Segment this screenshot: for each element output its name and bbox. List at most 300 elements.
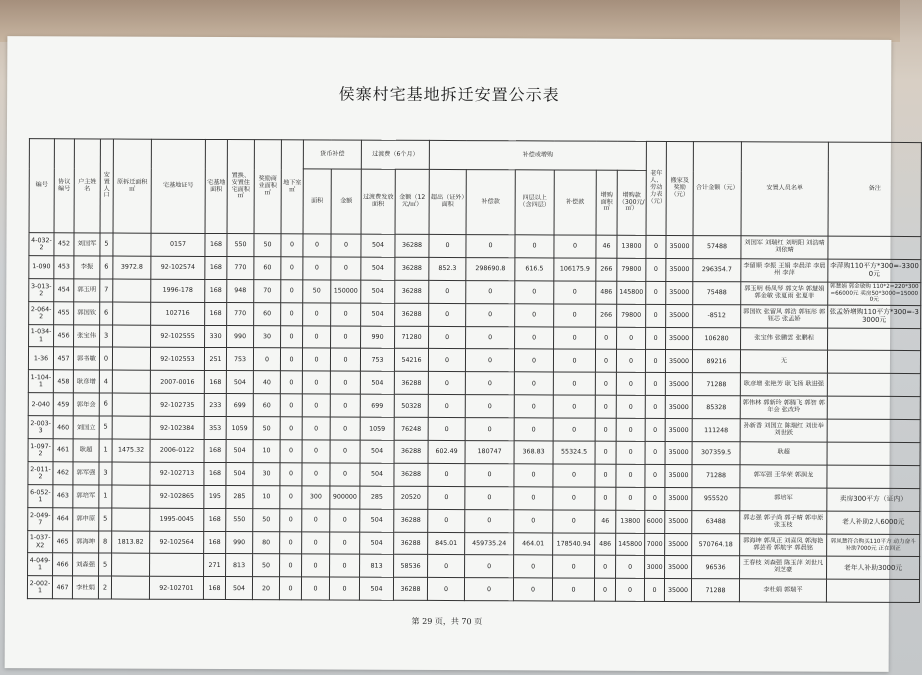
cell-owner: 李振: [74, 256, 100, 279]
cell-agr: 452: [54, 233, 74, 256]
cell-total: 71288: [692, 373, 740, 396]
cell-base: 0: [280, 531, 302, 554]
cell-add-pay: 0: [616, 418, 645, 441]
cell-c-area: 0: [301, 577, 329, 600]
cell-names: 郭志强 郭子尚 郭子晴 郭申原 张玉枝: [740, 510, 827, 533]
cell-c-amt: 0: [330, 440, 360, 463]
cell-cert: 102716: [151, 302, 205, 325]
cell-agr: 464: [53, 507, 73, 530]
cell-orig: 1475.32: [112, 439, 150, 462]
cell-c-amt: 0: [329, 577, 359, 600]
cell-c-area: 0: [302, 440, 330, 463]
cell-persons: 5: [99, 416, 112, 439]
cell-move: 35000: [665, 373, 692, 396]
cell-base: 0: [281, 302, 303, 325]
cell-total: 71288: [692, 464, 740, 487]
cell-names: 张宝伟 张鹏雲 张鹏程: [741, 327, 828, 350]
cell-c-amt: 150000: [331, 280, 361, 303]
cell-base: 0: [281, 325, 303, 348]
cell-t-area: 504: [361, 303, 395, 326]
cell-rew: 40: [253, 371, 280, 394]
cell-c-area: 0: [303, 234, 331, 257]
cell-add-area: 486: [595, 533, 616, 556]
cell-base: 0: [281, 234, 303, 257]
cell-move: 35000: [665, 510, 692, 533]
col-header: 增购款（300元/㎡）: [617, 170, 646, 235]
cell-remark: [827, 396, 920, 419]
col-header: 搬家及奖励（元）: [666, 141, 693, 235]
cell-res: 504: [226, 440, 253, 463]
cell-t-area: 504: [361, 234, 395, 257]
cell-rew: 0: [253, 348, 280, 371]
cell-ov-area: 0: [428, 418, 465, 441]
cell-agr: 455: [54, 301, 74, 324]
cell-add-pay: 79800: [617, 258, 646, 281]
cell-f4-area: 0: [514, 509, 553, 532]
cell-t-amt: 36288: [394, 372, 428, 395]
cell-rew: 10: [253, 485, 280, 508]
cell-f4-area: 0: [515, 281, 554, 304]
cell-res: 699: [226, 394, 253, 417]
cell-names: 郭伟林 郭新玲 郭腾飞 郭智 郭年会 张改玲: [740, 396, 827, 419]
cell-c-area: 300: [302, 486, 330, 509]
cell-names: 孙新香 刘国立 陈瑞红 刘世举 刘世跃: [740, 419, 827, 442]
cell-t-area: 813: [360, 555, 394, 578]
cell-cert: 92-102701: [149, 577, 203, 600]
cell-old: 6000: [645, 510, 665, 533]
group-header: 货币补偿: [303, 140, 361, 169]
cell-res: 948: [227, 279, 254, 302]
cell-add-pay: 145800: [616, 533, 645, 556]
cell-owner: 刘国军: [74, 233, 100, 256]
cell-names: 郭国钦 张留风 郭浩 郭钰彤 郭钰芯 张孟娇: [741, 304, 828, 327]
cell-agr: 463: [53, 485, 73, 508]
cell-orig: [112, 370, 150, 393]
cell-f4-area: 0: [515, 303, 554, 326]
cell-cert: 92-102574: [151, 256, 205, 279]
cell-total: 96536: [692, 556, 740, 579]
cell-f4-comp: 0: [553, 349, 595, 372]
cell-f4-comp: 0: [553, 372, 595, 395]
cell-owner: 张宝伟: [74, 324, 100, 347]
cell-f4-area: 0: [514, 372, 553, 395]
cell-c-area: 0: [302, 394, 330, 417]
cell-c-area: 0: [302, 348, 330, 371]
cell-ov-area: 0: [428, 349, 465, 372]
cell-t-amt: 36288: [395, 303, 429, 326]
cell-t-amt: 76248: [394, 417, 428, 440]
cell-add-area: 0: [595, 395, 616, 418]
cell-res: 770: [227, 256, 254, 279]
cell-add-area: 486: [596, 281, 617, 304]
cell-hs: 168: [205, 256, 227, 279]
cell-res: 990: [226, 531, 253, 554]
cell-move: 35000: [665, 464, 692, 487]
cell-move: 35000: [666, 281, 693, 304]
cell-t-amt: 36288: [394, 440, 428, 463]
cell-agr: 461: [53, 439, 73, 462]
cell-add-area: 266: [596, 258, 617, 281]
cell-add-area: 0: [595, 464, 616, 487]
cell-agr: 457: [53, 347, 73, 370]
cell-f4-comp: 0: [554, 235, 596, 258]
cell-ov-comp: 0: [466, 280, 515, 303]
cell-move: 35000: [666, 258, 693, 281]
cell-rew: 10: [253, 440, 280, 463]
col-header: 补偿款: [466, 170, 515, 235]
cell-c-amt: 0: [330, 417, 360, 440]
cell-old: 0: [645, 350, 665, 373]
cell-add-area: 0: [595, 418, 616, 441]
cell-t-amt: 54216: [394, 349, 428, 372]
cell-persons: 6: [100, 302, 113, 325]
cell-names: 郭玉明 杨凤琴 郭文华 郭慧娟 郭金敏 张夏雨 张夏菲: [741, 282, 828, 305]
cell-hs: 271: [204, 554, 226, 577]
cell-add-pay: 0: [616, 464, 645, 487]
cell-orig: [113, 325, 151, 348]
cell-t-amt: 36288: [395, 280, 429, 303]
cell-ov-area: 0: [429, 303, 466, 326]
cell-t-area: 504: [359, 577, 393, 600]
cell-rew: 30: [253, 463, 280, 486]
cell-old: 0: [645, 487, 665, 510]
cell-old: 0: [646, 304, 666, 327]
cell-c-amt: 0: [330, 348, 360, 371]
cell-move: 35000: [665, 350, 692, 373]
cell-old: 0: [645, 464, 665, 487]
cell-t-amt: 20520: [394, 486, 428, 509]
cell-t-area: 504: [360, 509, 394, 532]
cell-res: 753: [226, 348, 253, 371]
cell-ov-comp: 0: [465, 463, 514, 486]
cell-names: 王春枝 刘森强 陈玉萍 刘世凡 刘芝豪: [740, 556, 827, 579]
cell-names: 耿超: [740, 442, 827, 465]
cell-remark: [827, 442, 920, 465]
cell-rew: 50: [253, 508, 280, 531]
cell-persons: 4: [99, 370, 112, 393]
cell-remark: [828, 236, 921, 259]
cell-hs: 330: [205, 325, 227, 348]
cell-c-area: 0: [303, 257, 331, 280]
cell-f4-area: 0: [515, 235, 554, 258]
cell-base: 0: [279, 577, 301, 600]
cell-f4-comp: 0: [553, 510, 595, 533]
cell-owner: 郭国钦: [74, 302, 100, 325]
cell-orig: [112, 416, 150, 439]
cell-f4-area: 0: [514, 464, 553, 487]
cell-base: 0: [281, 257, 303, 280]
cell-ov-comp: 0: [465, 349, 514, 372]
cell-t-area: 504: [361, 280, 395, 303]
cell-c-amt: 0: [330, 394, 360, 417]
cell-move: 35000: [665, 487, 692, 510]
cell-old: 0: [645, 441, 665, 464]
cell-persons: 1: [99, 485, 112, 508]
cell-add-pay: 0: [616, 350, 645, 373]
cell-no: 1-037-X2: [28, 530, 53, 553]
col-header: 编号: [29, 139, 54, 233]
cell-c-area: 0: [302, 371, 330, 394]
cell-c-area: 0: [303, 325, 331, 348]
cell-old: 0: [646, 327, 666, 350]
col-header: 宅基地面积: [205, 139, 227, 233]
cell-cert: 92-102555: [151, 325, 205, 348]
cell-agr: 466: [53, 553, 73, 576]
cell-rew: 60: [254, 302, 281, 325]
cell-hs: 168: [205, 233, 227, 256]
cell-f4-comp: 178540.94: [553, 533, 595, 556]
cell-old: 7000: [645, 533, 665, 556]
cell-old: 0: [646, 258, 666, 281]
col-header: 超出（证外）面积: [429, 169, 466, 234]
cell-owner: 郭年会: [73, 393, 99, 416]
cell-add-pay: 0: [615, 579, 644, 602]
cell-cert: 92-102553: [150, 348, 204, 371]
cell-f4-comp: 0: [553, 555, 595, 578]
cell-res: 550: [227, 234, 254, 257]
cell-cert: 2007-0016: [150, 371, 204, 394]
cell-f4-area: 0: [513, 578, 552, 601]
cell-total: 71288: [691, 579, 739, 602]
cell-c-amt: 0: [331, 303, 361, 326]
cell-res: 504: [226, 371, 253, 394]
cell-ov-comp: 0: [464, 578, 513, 601]
col-header: 增购面积㎡: [596, 170, 617, 235]
cell-names: 耿彦增 张艳芳 耿飞扬 耿进强: [740, 373, 827, 396]
cell-names: 刘国军 刘瑞红 刘明阳 刘浩晴 刘依晴: [741, 236, 828, 259]
cell-move: 35000: [665, 396, 692, 419]
cell-no: 1-104-1: [28, 370, 53, 393]
cell-f4-comp: 0: [553, 464, 595, 487]
cell-ov-comp: 0: [465, 395, 514, 418]
cell-c-amt: 0: [330, 554, 360, 577]
cell-f4-area: 616.5: [515, 258, 554, 281]
cell-cert: 2006-0122: [150, 439, 204, 462]
cell-cert: 92-102735: [150, 393, 204, 416]
cell-no: 6-052-1: [28, 484, 53, 507]
cell-c-amt: 0: [331, 326, 361, 349]
cell-move: 35000: [665, 533, 692, 556]
cell-cert: 92-102713: [150, 462, 204, 485]
cell-hs: 168: [204, 462, 226, 485]
cell-no: 2-049-7: [28, 507, 53, 530]
cell-res: 504: [226, 462, 253, 485]
cell-rew: 20: [252, 577, 279, 600]
cell-remark: 李萍购110平方*300=-33000元: [828, 259, 921, 282]
cell-ov-comp: 0: [465, 555, 514, 578]
cell-res: 504: [225, 577, 252, 600]
cell-names: 无: [740, 350, 827, 373]
cell-owner: 刘国立: [73, 416, 99, 439]
cell-add-pay: 0: [616, 395, 645, 418]
cell-old: 3000: [645, 556, 665, 579]
cell-orig: [113, 279, 151, 302]
cell-persons: 0: [99, 347, 112, 370]
cell-hs: 195: [204, 485, 226, 508]
cell-names: 郭海坤 郭凤正 刘喜凤 郭海艳 郭芸希 郭航宇 郭晨铭: [740, 533, 827, 556]
cell-add-pay: 0: [616, 556, 645, 579]
cell-orig: 1813.82: [112, 531, 150, 554]
cell-cert: 1995-0045: [150, 508, 204, 531]
cell-owner: 郭申原: [73, 508, 99, 531]
cell-add-pay: 79800: [617, 304, 646, 327]
cell-add-area: 0: [595, 487, 616, 510]
cell-owner: 耿彦增: [73, 370, 99, 393]
cell-add-pay: 0: [617, 327, 646, 350]
cell-names: 李杜娟 郭瑞平: [739, 579, 826, 602]
cell-total: -8512: [693, 304, 741, 327]
cell-res: 550: [226, 508, 253, 531]
cell-base: 0: [281, 280, 303, 303]
cell-agr: 456: [54, 324, 74, 347]
cell-orig: [113, 233, 151, 256]
cell-res: 990: [227, 325, 254, 348]
col-header: 金额: [331, 169, 361, 234]
cell-res: 1059: [226, 417, 253, 440]
cell-old: 0: [645, 396, 665, 419]
cell-base: 0: [280, 554, 302, 577]
cell-names: 郭军强 王华荣 郭润龙: [740, 465, 827, 488]
cell-move: 35000: [666, 304, 693, 327]
cell-remark: [827, 373, 920, 396]
cell-rew: 80: [253, 531, 280, 554]
cell-owner: 李杜娟: [72, 576, 98, 599]
cell-agr: 467: [52, 576, 72, 599]
cell-rew: 60: [254, 257, 281, 280]
cell-ov-comp: 180747: [465, 441, 514, 464]
cell-ov-comp: 0: [466, 303, 515, 326]
resettlement-table: [27, 138, 922, 603]
cell-ov-area: 0: [428, 395, 465, 418]
cell-c-area: 50: [303, 280, 331, 303]
cell-orig: [111, 576, 149, 599]
cell-f4-comp: 0: [554, 304, 596, 327]
cell-rew: 50: [253, 554, 280, 577]
cell-t-amt: 50328: [394, 395, 428, 418]
col-header: 原拆迁面积㎡: [113, 139, 151, 233]
col-header: 协议编号: [54, 139, 74, 233]
col-header: 备注: [828, 142, 921, 236]
cell-total: 570764.18: [692, 533, 740, 556]
cell-c-area: 0: [302, 531, 330, 554]
cell-persons: 5: [99, 508, 112, 531]
cell-c-area: 0: [302, 463, 330, 486]
cell-t-area: 990: [361, 326, 395, 349]
cell-f4-area: 368.83: [514, 441, 553, 464]
cell-agr: 454: [54, 279, 74, 302]
cell-t-amt: 36288: [394, 509, 428, 532]
cell-old: 0: [644, 579, 664, 602]
cell-total: 75488: [693, 281, 741, 304]
cell-old: 0: [645, 418, 665, 441]
cell-c-amt: 900000: [330, 486, 360, 509]
cell-ov-comp: 0: [465, 486, 514, 509]
col-header: 户主姓名: [74, 139, 100, 233]
cell-total: 955520: [692, 487, 740, 510]
col-header: 四层以上（含四层）: [515, 170, 554, 235]
cell-ov-comp: 0: [465, 418, 514, 441]
col-header: 金额（12元/㎡）: [395, 169, 429, 234]
cell-add-area: 0: [595, 350, 616, 373]
cell-add-area: 0: [596, 327, 617, 350]
cell-f4-area: 0: [514, 555, 553, 578]
cell-f4-comp: 0: [554, 327, 596, 350]
cell-ov-comp: 0: [465, 372, 514, 395]
cell-owner: 刘森强: [73, 553, 99, 576]
cell-ov-area: 602.49: [428, 440, 465, 463]
cell-c-area: 0: [302, 554, 330, 577]
cell-ov-area: 0: [428, 509, 465, 532]
cell-orig: [112, 347, 150, 370]
col-header: 补偿款: [554, 170, 596, 235]
cell-no: 3-013-2: [29, 278, 54, 301]
cell-f4-comp: 106175.9: [554, 258, 596, 281]
cell-old: 0: [646, 235, 666, 258]
cell-base: 0: [280, 371, 302, 394]
cell-add-pay: 0: [616, 373, 645, 396]
cell-total: 89216: [692, 350, 740, 373]
cell-f4-comp: 0: [554, 281, 596, 304]
cell-names: 郭培军: [740, 488, 827, 511]
cell-hs: 251: [204, 348, 226, 371]
cell-base: 0: [280, 394, 302, 417]
cell-persons: 8: [99, 531, 112, 554]
table-body: [27, 233, 921, 603]
cell-f4-area: 0: [514, 349, 553, 372]
cell-orig: [112, 393, 150, 416]
cell-t-amt: 36288: [395, 257, 429, 280]
cell-move: 35000: [665, 441, 692, 464]
cell-hs: 168: [204, 371, 226, 394]
cell-f4-area: 464.01: [514, 532, 553, 555]
cell-rew: 60: [253, 394, 280, 417]
cell-no: 2-040: [28, 393, 53, 416]
cell-total: 106280: [693, 327, 741, 350]
cell-no: 1-097-2: [28, 439, 53, 462]
col-header: 面积: [303, 169, 331, 234]
cell-ov-comp: 298690.8: [466, 257, 515, 280]
cell-move: 35000: [665, 556, 692, 579]
cell-remark: 郭慧娟 郭金敏购 110*2=220*300=66000元 卖房50*3000=150000元: [828, 282, 921, 305]
cell-persons: 6: [100, 256, 113, 279]
cell-add-area: 0: [595, 372, 616, 395]
cell-f4-area: 0: [514, 487, 553, 510]
cell-no: 2-003-3: [28, 416, 53, 439]
cell-t-area: 504: [360, 440, 394, 463]
cell-f4-comp: 0: [553, 487, 595, 510]
cell-agr: 453: [54, 256, 74, 279]
cell-f4-comp: 55324.5: [553, 441, 595, 464]
cell-hs: 168: [205, 302, 227, 325]
cell-hs: 353: [204, 417, 226, 440]
cell-add-pay: 145800: [617, 281, 646, 304]
cell-total: 296354.7: [693, 258, 741, 281]
cell-c-amt: 0: [330, 509, 360, 532]
cell-c-amt: 0: [330, 463, 360, 486]
cell-hs: 168: [204, 531, 226, 554]
cell-total: 85328: [692, 396, 740, 419]
table-row: [27, 576, 919, 603]
cell-t-area: 504: [360, 371, 394, 394]
cell-names: 李留顺 李振 王娟 李晨洋 李晨州 李萍: [741, 259, 828, 282]
cell-add-area: 266: [596, 304, 617, 327]
group-header: 补偿或增购: [429, 140, 646, 170]
cell-persons: 3: [99, 462, 112, 485]
cell-no: 2-064-2: [29, 301, 54, 324]
cell-t-area: 504: [360, 532, 394, 555]
cell-t-amt: 71280: [395, 326, 429, 349]
cell-rew: 30: [254, 325, 281, 348]
